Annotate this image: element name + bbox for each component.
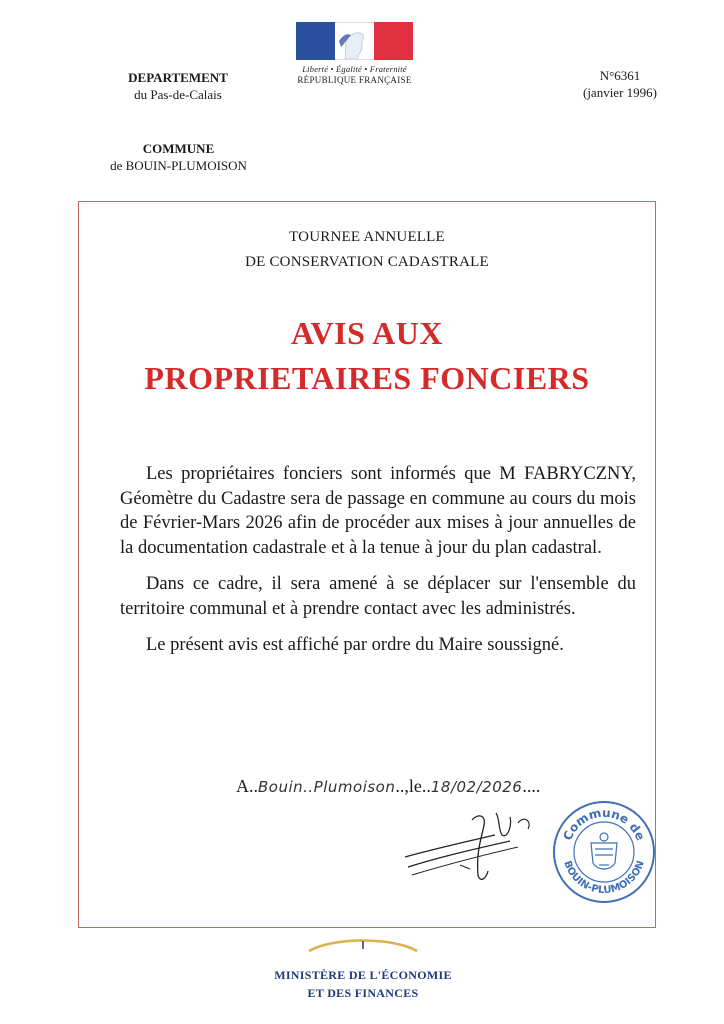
notice-subtitle: [78, 225, 656, 275]
department-block: [108, 69, 248, 103]
form-reference: [565, 67, 675, 101]
stamp-bottom-text: BOUIN-PLUMOISON: [561, 859, 647, 897]
republique-francaise-logo: [296, 22, 413, 85]
commune-stamp: [551, 799, 657, 905]
place-prefix: A..: [236, 776, 258, 796]
paragraph-1: Les propriétaires fonciers sont informés que M FABRYCZNY, Géomètre du Cadastre sera de passage en commune au cours du mois de Février-Mars 2026 afin de procéder aux mises à jour annuelles de la documentation cadastrale et à la tenue à jour du plan cadastral.: [120, 464, 636, 558]
form-number: N°6361: [599, 68, 641, 83]
subtitle-line-1: TOURNEE ANNUELLE: [289, 229, 445, 245]
department-label: DEPARTEMENT: [128, 70, 228, 85]
date-suffix: ....: [522, 776, 541, 796]
marianne-profile-icon: [335, 23, 374, 59]
mayor-signature: [400, 795, 550, 890]
department-name: du Pas-de-Calais: [134, 87, 222, 102]
ministry-logo: [258, 935, 468, 1002]
paragraph-3: Le présent avis est affiché par ordre du Maire soussigné.: [146, 635, 564, 655]
title-line-2: PROPRIETAIRES FONCIERS: [144, 360, 590, 396]
title-line-1: AVIS AUX: [291, 315, 443, 351]
notice-body: [120, 462, 636, 670]
place-value: Bouin..Plumoison: [258, 778, 396, 796]
date-value: 18/02/2026: [430, 778, 523, 796]
commune-label: COMMUNE: [142, 141, 215, 156]
ministry-line-1: MINISTÈRE DE L'ÉCONOMIE: [274, 968, 452, 982]
paragraph-2: Dans ce cadre, il sera amené à se déplacer sur l'ensemble du territoire communal et à prendre contact avec les administrés.: [120, 574, 636, 619]
form-date: (janvier 1996): [582, 85, 657, 100]
notice-title: [78, 311, 656, 401]
ministry-line-2: ET DES FINANCES: [307, 986, 419, 1000]
place-separator: ..,le..: [395, 776, 431, 796]
republic-motto: Liberté • Égalité • Fraternité: [302, 64, 407, 74]
republic-name: RÉPUBLIQUE FRANÇAISE: [297, 75, 412, 85]
subtitle-line-2: DE CONSERVATION CADASTRALE: [245, 254, 489, 270]
ministry-arc-icon: [303, 935, 423, 953]
coat-of-arms-icon: [591, 833, 617, 869]
commune-name: de BOUIN-PLUMOISON: [110, 158, 247, 173]
commune-block: [96, 140, 261, 174]
marianne-flag-icon: [296, 22, 413, 60]
stamp-top-text: Commune de: [560, 805, 648, 843]
place-date-line: [236, 776, 636, 797]
